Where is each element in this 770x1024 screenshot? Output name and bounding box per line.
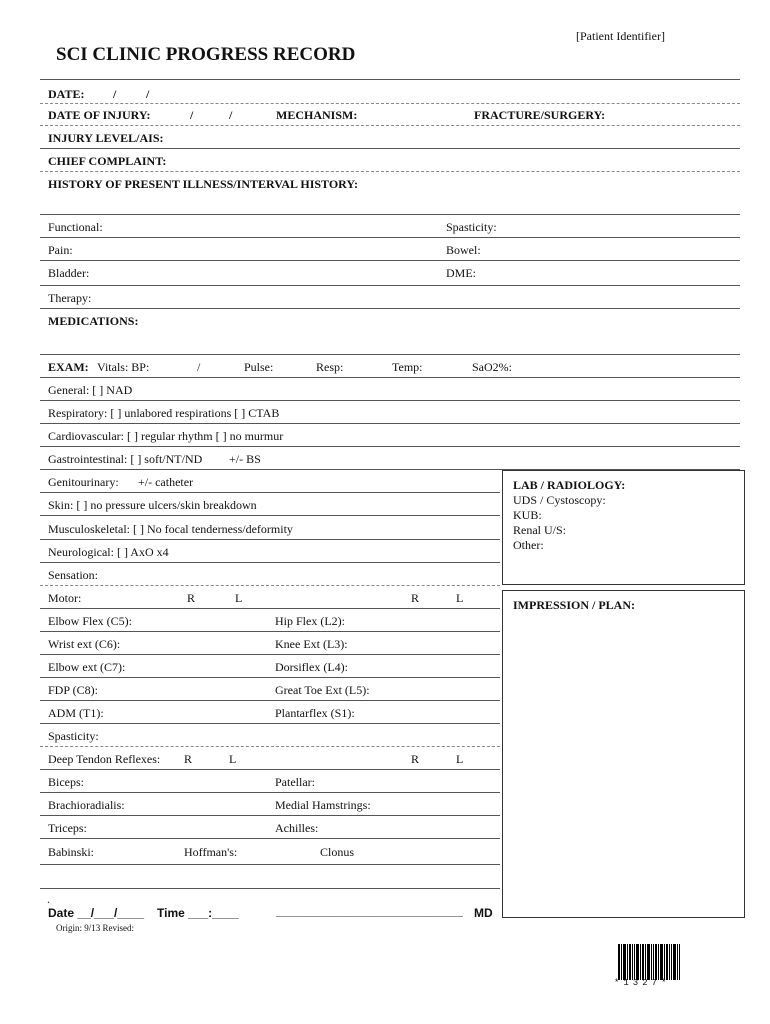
divider: [40, 608, 500, 609]
motor-row-label: Plantarflex (S1):: [275, 706, 355, 720]
reflex-row-label: Triceps:: [48, 821, 87, 835]
skin-exam: Skin: [ ] no pressure ulcers/skin breakdown: [48, 498, 257, 512]
divider: [40, 446, 740, 447]
footer-time: Time ___:____: [157, 906, 239, 920]
lab-radiology-box: [502, 470, 745, 585]
signature-line: ____________________________: [276, 904, 463, 918]
divider: [40, 79, 740, 80]
divider: [40, 214, 740, 215]
motor-row-label: FDP (C8):: [48, 683, 98, 697]
barcode: [618, 944, 680, 980]
divider: [40, 148, 740, 149]
date-label: DATE:: [48, 87, 85, 101]
motor-right-header: R: [411, 591, 420, 605]
vitals-bp-label: Vitals: BP:: [97, 360, 150, 374]
divider: [40, 562, 500, 563]
motor-left-header: L: [235, 591, 243, 605]
date-separator: /: [113, 87, 117, 101]
divider: [40, 103, 740, 104]
temp-label: Temp:: [392, 360, 423, 374]
respiratory-exam: Respiratory: [ ] unlabored respirations [ ] CTAB: [48, 406, 280, 420]
pain-label: Pain:: [48, 243, 73, 257]
genitourinary-exam: Genitourinary:: [48, 475, 119, 489]
medications-label: MEDICATIONS:: [48, 314, 139, 328]
divider: [40, 237, 740, 238]
lab-item: UDS / Cystoscopy:: [513, 493, 606, 507]
functional-label: Functional:: [48, 220, 103, 234]
barcode-text: *1327*: [614, 978, 671, 988]
divider: [40, 723, 500, 724]
divider: [40, 746, 500, 747]
date-separator: /: [190, 108, 194, 122]
reflex-row-label: Achilles:: [275, 821, 319, 835]
reflexes-label: Deep Tendon Reflexes:: [48, 752, 161, 766]
clonus-label: Clonus: [320, 845, 355, 859]
sensation-label: Sensation:: [48, 568, 98, 582]
date-separator: /: [146, 87, 150, 101]
divider: [40, 769, 500, 770]
divider: [40, 585, 500, 586]
divider: [40, 171, 740, 172]
footer-date: Date __/___/____: [48, 906, 145, 920]
lab-item: Other:: [513, 538, 544, 552]
lab-item: Renal U/S:: [513, 523, 566, 537]
divider: [40, 492, 500, 493]
sao2-label: SaO2%:: [472, 360, 512, 374]
hoffman-label: Hoffman's:: [184, 845, 238, 859]
divider: [40, 354, 740, 355]
exam-label: EXAM:: [48, 360, 89, 374]
resp-label: Resp:: [316, 360, 344, 374]
motor-spasticity-label: Spasticity:: [48, 729, 99, 743]
divider: [40, 400, 740, 401]
divider: [40, 308, 740, 309]
divider: [40, 700, 500, 701]
chief-complaint-label: CHIEF COMPLAINT:: [48, 154, 167, 168]
divider: [40, 654, 500, 655]
divider: [40, 285, 740, 286]
motor-row-label: Great Toe Ext (L5):: [275, 683, 370, 697]
motor-row-label: Hip Flex (L2):: [275, 614, 345, 628]
footer-dot: .: [47, 892, 50, 906]
musculoskeletal-exam: Musculoskeletal: [ ] No focal tenderness/deformity: [48, 522, 293, 536]
reflex-right-header: R: [411, 752, 420, 766]
cardiovascular-exam: Cardiovascular: [ ] regular rhythm [ ] no murmur: [48, 429, 284, 443]
motor-row-label: Elbow ext (C7):: [48, 660, 126, 674]
reflex-row-label: Patellar:: [275, 775, 315, 789]
divider: [40, 423, 740, 424]
motor-row-label: Knee Ext (L3):: [275, 637, 348, 651]
reflex-left-header: L: [456, 752, 464, 766]
mechanism-label: MECHANISM:: [276, 108, 358, 122]
divider: [40, 125, 740, 126]
divider: [40, 677, 500, 678]
motor-row-label: Elbow Flex (C5):: [48, 614, 132, 628]
bowel-label: Bowel:: [446, 243, 481, 257]
divider: [40, 888, 500, 889]
motor-row-label: ADM (T1):: [48, 706, 104, 720]
patient-identifier: [Patient Identifier]: [576, 29, 665, 43]
page-title: SCI CLINIC PROGRESS RECORD: [56, 44, 356, 65]
origin-revised: Origin: 9/13 Revised:: [56, 923, 134, 933]
dme-label: DME:: [446, 266, 476, 280]
divider: [40, 864, 500, 865]
divider: [40, 792, 500, 793]
motor-label: Motor:: [48, 591, 82, 605]
date-separator: /: [229, 108, 233, 122]
impression-plan-title: IMPRESSION / PLAN:: [513, 598, 636, 612]
divider: [40, 815, 500, 816]
lab-item: KUB:: [513, 508, 542, 522]
history-label: HISTORY OF PRESENT ILLNESS/INTERVAL HISTORY:: [48, 177, 358, 191]
neurological-exam: Neurological: [ ] AxO x4: [48, 545, 169, 559]
reflex-right-header: R: [184, 752, 193, 766]
md-label: MD: [474, 906, 493, 920]
motor-left-header: L: [456, 591, 464, 605]
general-exam: General: [ ] NAD: [48, 383, 133, 397]
bladder-label: Bladder:: [48, 266, 90, 280]
spasticity-label: Spasticity:: [446, 220, 497, 234]
date-of-injury-label: DATE OF INJURY:: [48, 108, 151, 122]
gastrointestinal-exam: Gastrointestinal: [ ] soft/NT/ND: [48, 452, 203, 466]
reflex-row-label: Brachioradialis:: [48, 798, 125, 812]
divider: [40, 539, 500, 540]
pulse-label: Pulse:: [244, 360, 274, 374]
motor-row-label: Dorsiflex (L4):: [275, 660, 348, 674]
divider: [40, 838, 500, 839]
babinski-label: Babinski:: [48, 845, 95, 859]
divider: [40, 515, 500, 516]
divider: [40, 377, 740, 378]
motor-right-header: R: [187, 591, 196, 605]
divider: [40, 260, 740, 261]
bp-separator: /: [197, 360, 201, 374]
catheter-label: +/- catheter: [138, 475, 194, 489]
reflex-row-label: Medial Hamstrings:: [275, 798, 371, 812]
lab-radiology-title: LAB / RADIOLOGY:: [513, 478, 626, 492]
reflex-left-header: L: [229, 752, 237, 766]
bowel-sounds-label: +/- BS: [229, 452, 261, 466]
fracture-surgery-label: FRACTURE/SURGERY:: [474, 108, 606, 122]
impression-plan-box: [502, 590, 745, 918]
therapy-label: Therapy:: [48, 291, 92, 305]
injury-level-label: INJURY LEVEL/AIS:: [48, 131, 164, 145]
divider: [40, 631, 500, 632]
reflex-row-label: Biceps:: [48, 775, 84, 789]
motor-row-label: Wrist ext (C6):: [48, 637, 121, 651]
